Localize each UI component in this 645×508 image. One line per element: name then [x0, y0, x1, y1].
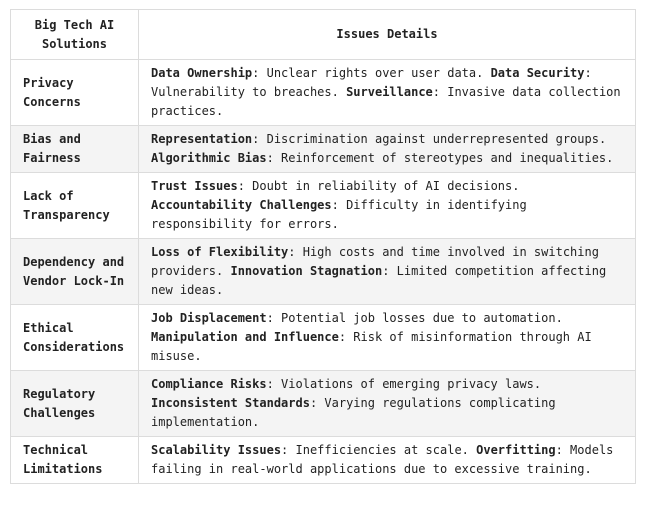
- issue-description: : Models failing in real-world applications due to excessive training.: [151, 443, 614, 476]
- table-row: [11, 305, 636, 371]
- issue-term: Manipulation and Influence: [151, 330, 339, 344]
- issue-term: Data Ownership: [151, 66, 253, 80]
- header-category: Big Tech AI Solutions: [11, 10, 139, 60]
- table-row: [11, 239, 636, 305]
- issue-description: : Risk of misinformation through AI misuse.: [151, 330, 592, 363]
- issue-description: : Potential job losses due to automation.: [266, 311, 563, 325]
- issue-description: : High costs and time involved in switching providers.: [151, 245, 599, 278]
- header-details: Issues Details: [139, 10, 636, 60]
- issue-description: : Violations of emerging privacy laws.: [266, 377, 542, 391]
- row-details: [139, 305, 636, 371]
- issue-term: Algorithmic Bias: [151, 151, 267, 165]
- table-row: [11, 173, 636, 239]
- row-category: Technical Limitations: [11, 437, 139, 484]
- issue-description: : Invasive data collection practices.: [151, 85, 621, 118]
- row-category: Lack of Transparency: [11, 173, 139, 239]
- row-category: Privacy Concerns: [11, 60, 139, 126]
- issue-term: Innovation Stagnation: [230, 264, 383, 278]
- issue-term: Scalability Issues: [151, 443, 282, 457]
- issue-description: : Unclear rights over user data.: [252, 66, 491, 80]
- row-category: Regulatory Challenges: [11, 371, 139, 437]
- issue-description: : Vulnerability to breaches.: [151, 66, 592, 99]
- issue-description: : Inefficiencies at scale.: [281, 443, 477, 457]
- issue-term: Inconsistent Standards: [151, 396, 310, 410]
- issue-term: Representation: [151, 132, 253, 146]
- issue-description: : Doubt in reliability of AI decisions.: [237, 179, 520, 193]
- issues-table: [10, 9, 636, 484]
- row-details: [139, 239, 636, 305]
- issue-term: Data Security: [490, 66, 585, 80]
- row-category: Ethical Considerations: [11, 305, 139, 371]
- table-row: [11, 437, 636, 484]
- issue-term: Compliance Risks: [151, 377, 267, 391]
- issue-term: Overfitting: [476, 443, 556, 457]
- issue-term: Job Displacement: [151, 311, 267, 325]
- row-details: [139, 371, 636, 437]
- row-details: [139, 126, 636, 173]
- header-row: [11, 10, 636, 60]
- issue-description: : Reinforcement of stereotypes and inequalities.: [266, 151, 614, 165]
- issue-term: Surveillance: [346, 85, 433, 99]
- issue-description: : Varying regulations complicating implementation.: [151, 396, 556, 429]
- row-details: [139, 437, 636, 484]
- table-row: [11, 371, 636, 437]
- row-category: Dependency and Vendor Lock-In: [11, 239, 139, 305]
- issue-term: Loss of Flexibility: [151, 245, 289, 259]
- issue-term: Accountability Challenges: [151, 198, 332, 212]
- row-details: [139, 60, 636, 126]
- issue-description: : Discrimination against underrepresented groups.: [252, 132, 607, 146]
- table-row: [11, 60, 636, 126]
- issue-term: Trust Issues: [151, 179, 238, 193]
- issue-description: : Limited competition affecting new ideas.: [151, 264, 607, 297]
- table-row: [11, 126, 636, 173]
- row-details: [139, 173, 636, 239]
- issue-description: : Difficulty in identifying responsibility for errors.: [151, 198, 527, 231]
- row-category: Bias and Fairness: [11, 126, 139, 173]
